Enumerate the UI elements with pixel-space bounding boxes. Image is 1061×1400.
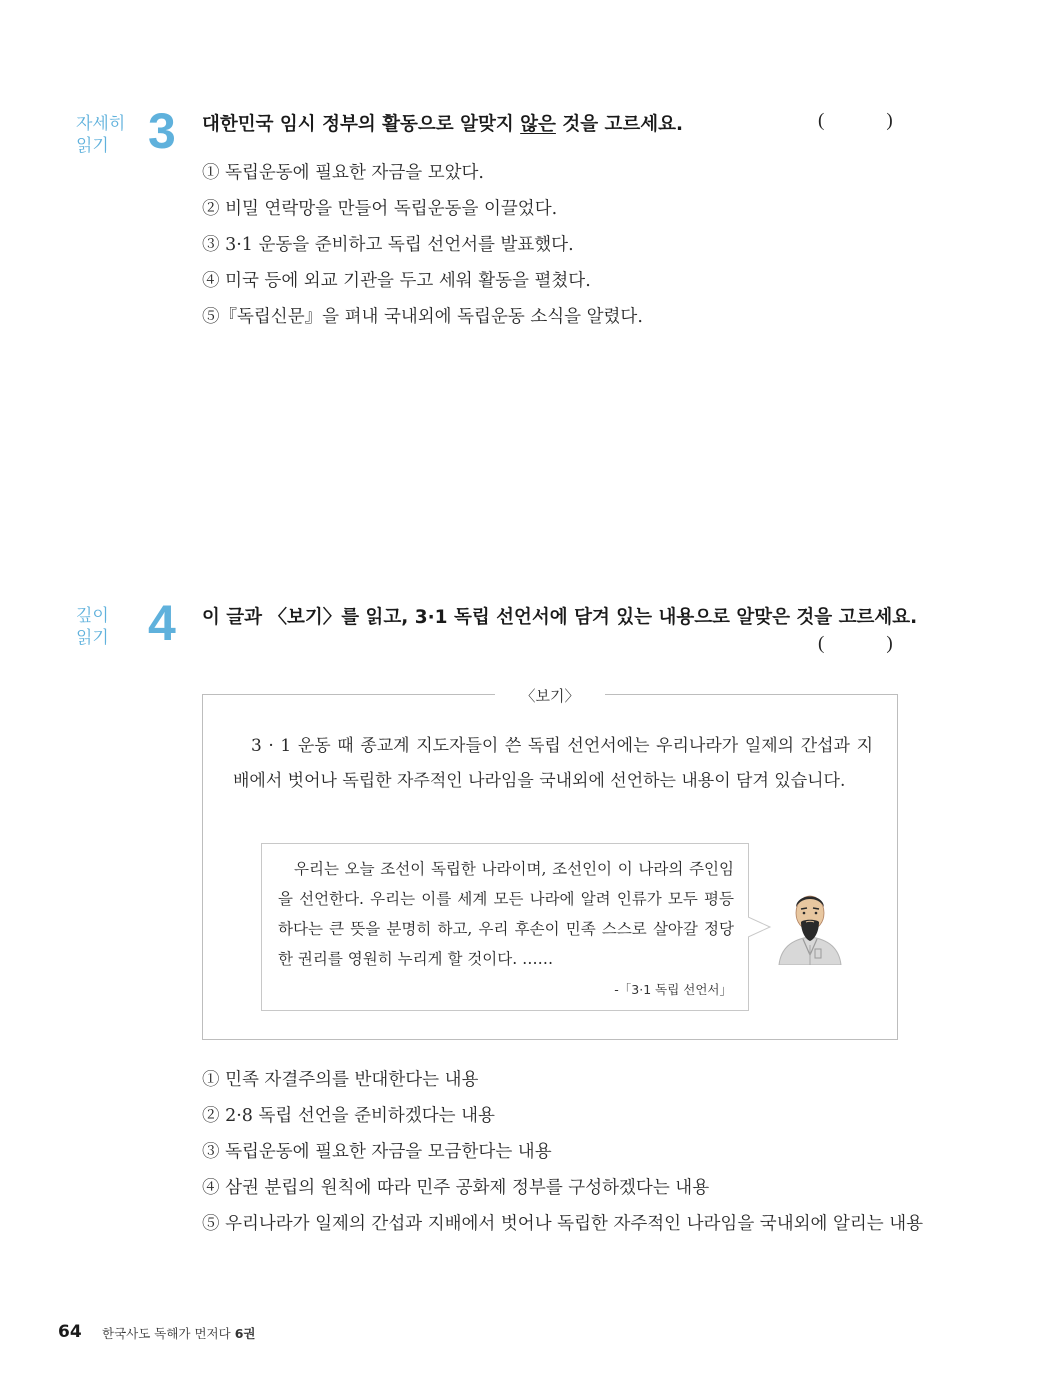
q4-options — [202, 1062, 928, 1242]
q3-question-before: 대한민국 임시 정부의 활동으로 알맞지 — [202, 114, 521, 135]
q4-tag-line1: 깊이 — [76, 606, 109, 626]
q3-question-underlined: 않은 — [520, 114, 556, 135]
q3-paren-close: ) — [886, 110, 893, 131]
book-title — [102, 1324, 255, 1342]
q3-option-3[interactable]: ③ 3·1 운동을 준비하고 독립 선언서를 발표했다. — [202, 235, 574, 255]
q4-option-1[interactable]: ① 민족 자결주의를 반대한다는 내용 — [202, 1070, 479, 1090]
portrait-illustration — [775, 885, 845, 965]
q4-option-3[interactable]: ③ 독립운동에 필요한 자금을 모금한다는 내용 — [202, 1142, 552, 1162]
q4-paren-open: ( — [818, 633, 825, 654]
q4-tag — [76, 605, 109, 649]
q4-option-4[interactable]: ④ 삼권 분립의 원칙에 따라 민주 공화제 정부를 구성하겠다는 내용 — [202, 1178, 710, 1198]
q4-answer-blank[interactable] — [818, 633, 893, 655]
speech-bubble-tail — [748, 915, 772, 939]
q4-option-2[interactable]: ② 2·8 독립 선언을 준비하겠다는 내용 — [202, 1106, 495, 1126]
declaration-quote-box — [261, 843, 749, 1011]
q3-tag-line1: 자세히 — [76, 114, 126, 134]
book-volume: 6권 — [234, 1326, 256, 1341]
q3-option-2[interactable]: ② 비밀 연락망을 만들어 독립운동을 이끌었다. — [202, 199, 558, 219]
q3-answer-blank[interactable] — [818, 110, 893, 132]
q3-option-5[interactable]: ⑤『독립신문』을 펴내 국내외에 독립운동 소식을 알렸다. — [202, 307, 643, 327]
page-number: 64 — [58, 1322, 82, 1342]
q3-tag-line2: 읽기 — [76, 136, 109, 156]
example-box-body: 3 · 1 운동 때 종교계 지도자들이 쓴 독립 선언서에는 우리나라가 일제의 간섭과 지배에서 벗어나 독립한 자주적인 나라임을 국내외에 선언하는 내용이 담겨 있습니다. — [233, 736, 873, 791]
q3-options — [202, 155, 643, 335]
q3-number: 3 — [148, 103, 176, 159]
q3-paren-open: ( — [818, 110, 825, 131]
q4-option-5[interactable]: ⑤ 우리나라가 일제의 간섭과 지배에서 벗어나 독립한 자주적인 나라임을 국내외에 알리는 내용 — [202, 1214, 924, 1234]
declaration-quote-source: -「3·1 독립 선언서」 — [614, 982, 732, 997]
q3-option-4[interactable]: ④ 미국 등에 외교 기관을 두고 세워 활동을 펼쳤다. — [202, 271, 591, 291]
q3-tag — [76, 113, 125, 157]
book-title-text: 한국사도 독해가 먼저다 — [102, 1326, 231, 1341]
example-box-title: 〈보기〉 — [495, 687, 606, 705]
q3-question — [202, 110, 683, 136]
q4-paren-close: ) — [886, 633, 893, 654]
q4-question: 이 글과 〈보기〉를 읽고, 3·1 독립 선언서에 담겨 있는 내용으로 알맞은 것을 고르세요. — [202, 607, 918, 628]
declaration-quote-text: 우리는 오늘 조선이 독립한 나라이며, 조선인이 이 나라의 주인임을 선언한다. 우리는 이를 세계 모든 나라에 알려 인류가 모두 평등하다는 큰 뜻을 분명히 하고, 우리 후손이 민족 스스로 살아갈 정당한 권리를 영원히 누리게 할 것이다. …… — [278, 860, 734, 968]
q3-question-after: 것을 고르세요. — [555, 114, 684, 135]
example-box — [202, 687, 898, 1040]
q4-tag-line2: 읽기 — [76, 628, 109, 648]
q4-number: 4 — [148, 595, 176, 651]
q3-option-1[interactable]: ① 독립운동에 필요한 자금을 모았다. — [202, 163, 484, 183]
